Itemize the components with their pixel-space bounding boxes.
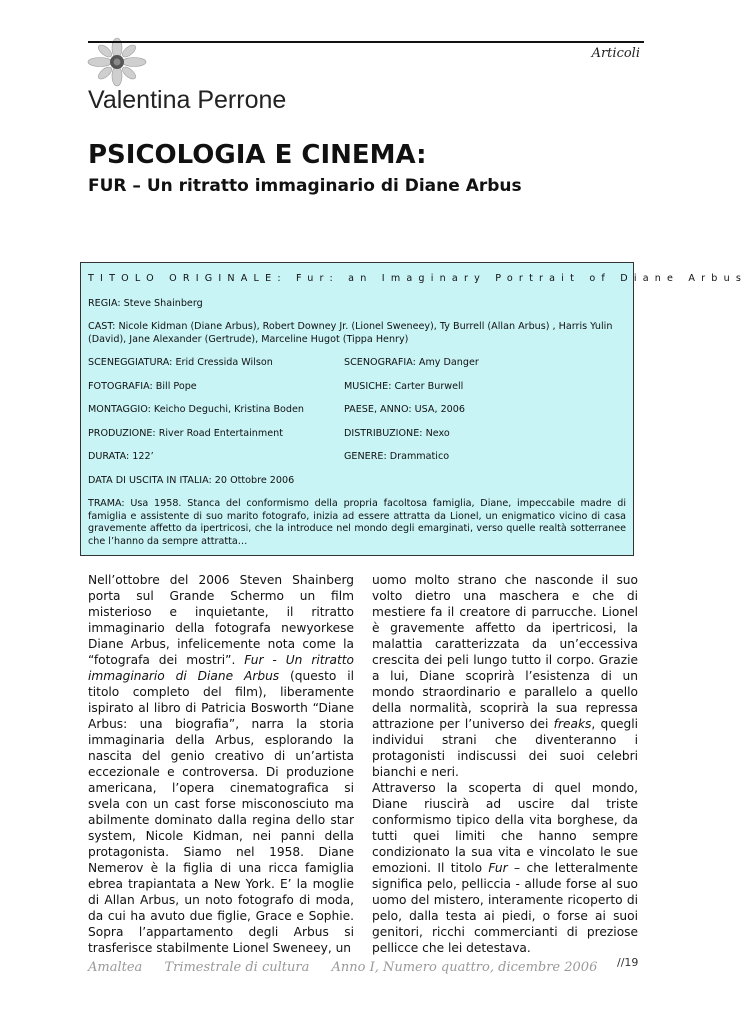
- fur-italic: Fur: [488, 861, 508, 875]
- body-paragraph: [372, 780, 638, 956]
- footer: [88, 960, 615, 975]
- text-run: , quegli individui strani che diventeranno i protagonisti indiscussi dei suoi celebri bianchi e neri.: [372, 717, 639, 779]
- film-title-italic: Fur - Un ritratto immaginario di Diane Arbus: [88, 653, 354, 683]
- article-subtitle: FUR – Un ritratto immaginario di Diane Arbus: [88, 176, 522, 196]
- text-run: Attraverso la scoperta di quel mondo, Diane riuscirà ad uscire dal triste conformismo tipico della vita borghese, da tutti quei limiti che hanno sempre condizionato la sua vita e vincolato le sue emozioni. Il titolo: [372, 781, 638, 875]
- info-paese-anno: PAESE, ANNO: USA, 2006: [344, 404, 465, 415]
- text-run: uomo molto strano che nasconde il suo volto dietro una maschera e che di mestiere fa il creatore di parrucche. Lionel è gravemente affetto da ipertricosi, la malattia caratterizzata da un’eccessiva crescita dei peli lungo tutto il corpo. Grazie a lui, Diane scoprirà l’esistenza di un mondo straordinario e parallelo a quello della normalità, scoprirà la sua repressa attrazione per l’universo dei: [372, 573, 638, 731]
- section-label: Articoli: [591, 46, 640, 61]
- film-info-box: [80, 262, 747, 556]
- author-name: Valentina Perrone: [88, 86, 287, 114]
- footer-issue: Anno I, Numero quattro, dicembre 2006: [331, 960, 598, 975]
- info-montaggio: MONTAGGIO: Keicho Deguchi, Kristina Boden: [88, 404, 304, 415]
- info-trama: TRAMA: Usa 1958. Stanca del conformismo della propria facoltosa famiglia, Diane, impeccabile madre di famiglia e assistente di suo marito fotografo, inizia ad essere attratta da Lionel, un enigmatico vicino di casa gravemente affetto da ipertricosi, che la introduce nel mondo degli emarginati, verso quelle realtà sotterranee che l’hanno da sempre attratta…: [88, 498, 626, 547]
- body-column-right: [372, 572, 638, 956]
- info-musiche: MUSICHE: Carter Burwell: [344, 380, 464, 392]
- body-paragraph: [372, 572, 638, 780]
- body-column-left: [88, 572, 354, 956]
- info-sceneggiatura: SCENEGGIATURA: Erid Cressida Wilson: [88, 357, 273, 368]
- info-cast: CAST: Nicole Kidman (Diane Arbus), Robert Downey Jr. (Lionel Sweneey), Ty Burrell (Allan Arbus) , Harris Yulin (David), Jane Alexander (Gertrude), Marceline Hugot (Tippa Henry): [88, 321, 613, 345]
- info-produzione: PRODUZIONE: River Road Entertainment: [88, 427, 283, 439]
- flower-logo-icon: [88, 38, 146, 86]
- info-distribuzione: DISTRIBUZIONE: Nexo: [344, 427, 450, 439]
- info-regia: REGIA: Steve Shainberg: [88, 297, 203, 309]
- info-scenografia: SCENOGRAFIA: Amy Danger: [344, 357, 479, 368]
- info-uscita: DATA DI USCITA IN ITALIA: 20 Ottobre 2006: [88, 474, 295, 486]
- freaks-italic: freaks: [553, 717, 592, 731]
- article-body: [88, 572, 638, 956]
- info-genere: GENERE: Drammatico: [344, 451, 450, 462]
- info-durata: DURATA: 122’: [88, 451, 154, 462]
- info-original-title: TITOLO ORIGINALE: Fur: an Imaginary Portrait of Diane Arbus: [88, 273, 747, 284]
- info-grid: [88, 357, 626, 464]
- footer-subtitle: Trimestrale di cultura: [164, 960, 310, 975]
- footer-journal: Amaltea: [88, 960, 143, 975]
- page-number: //19: [617, 956, 639, 969]
- text-run: (questo il titolo completo del film), liberamente ispirato al libro di Patricia Bosworth “Diane Arbus: una biografia”, narra la storia immaginaria della Arbus, esplorando la nascita del genio creativo di un’artista eccezionale e controversa. Di produzione americana, l’opera cinematografica si svela con un cast forse misconosciuto ma abilmente dominato dalla regina dello star system, Nicole Kidman, nei panni della protagonista. Siamo nel 1958. Diane Nemerov è la figlia di una ricca famiglia ebrea trapiantata a New York. E’ la moglie di Allan Arbus, un noto fotografo di moda, da cui ha avuto due figlie, Grace e Sophie. Sopra l’appartamento degli Arbus si trasferisce stabilmente Lionel Sweneey, un: [88, 669, 354, 955]
- text-run: Nell’ottobre del 2006 Steven Shainberg porta sul Grande Schermo un film misterioso e inquietante, il ritratto immaginario della fotografa newyorkese Diane Arbus, infelicemente nota come la “fotografa dei mostri”.: [88, 573, 354, 667]
- article-title: PSICOLOGIA E CINEMA:: [88, 140, 427, 170]
- header-rule: [88, 41, 644, 43]
- text-run: – che letteralmente significa pelo, pelliccia - allude forse al suo uomo del mistero, interamente ricoperto di pelo, dalla testa ai piedi, o forse ai suoi genitori, ricchi commercianti di preziose pellicce che lei detestava.: [372, 861, 638, 955]
- info-fotografia: FOTOGRAFIA: Bill Pope: [88, 380, 197, 392]
- body-paragraph: [88, 572, 354, 956]
